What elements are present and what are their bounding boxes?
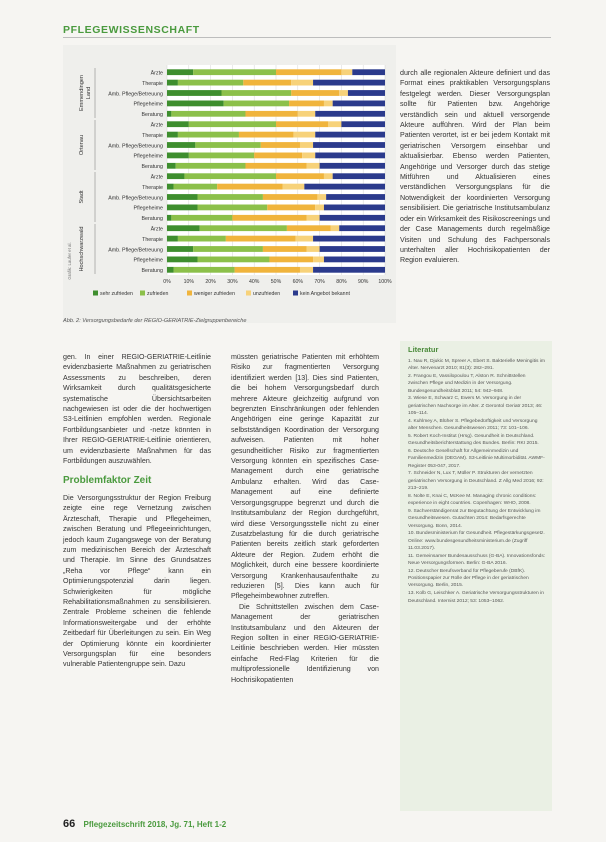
bar-segment — [352, 69, 385, 75]
literature-item: 2. Frangou E, Vassilopoulou T, Alston R. Schnittstellen zwischen Pflege und Medizin in der Versorgung. Bundesgesundheitsblatt 2011; 54: 942–948. — [408, 374, 526, 394]
section-heading: Problemfaktor Zeit — [63, 475, 152, 487]
bar-segment — [267, 205, 315, 211]
group-label: Stadt — [79, 190, 85, 204]
literature-item: 6. Deutsche Gesellschaft für Allgemeinmedizin und Familienmedizin (DEGAM). S3-Leitlinie Multimorbidität. AWMF-Register 053-047, 2017. — [408, 449, 545, 469]
bar-segment — [193, 246, 263, 252]
bar-segment — [198, 205, 268, 211]
source-label: Grafik: Laufer et al. — [67, 242, 72, 280]
x-tick-label: 80% — [336, 279, 347, 285]
bar-segment — [174, 267, 235, 273]
literature-item: 5. Robert Koch-Institut (Hrsg). Gesundheit in Deutschland. Gesundheitsberichterstattung des Bundes. Berlin: RKI 2015. — [408, 433, 539, 447]
bar-segment — [300, 142, 313, 148]
bar-segment — [313, 257, 324, 263]
bar-segment — [167, 163, 176, 169]
bar-segment — [167, 101, 224, 107]
bar-segment — [302, 153, 315, 159]
category-label: Pflegeheime — [133, 257, 163, 264]
category-label: Pflegeheime — [133, 205, 163, 212]
x-tick-label: 10% — [183, 279, 194, 285]
bar-segment — [189, 121, 276, 127]
bar-segment — [313, 80, 385, 86]
section-title: PFLEGEWISSENSCHAFT — [63, 24, 200, 36]
x-tick-label: 30% — [227, 279, 238, 285]
bar-segment — [167, 132, 178, 138]
bar-segment — [217, 184, 282, 190]
bar-segment — [341, 121, 385, 127]
bar-segment — [320, 246, 385, 252]
literature-item: 3. Wiese E, Schwarz C, Ewers M. Versorgung in der geriatrischen Nachsorge im Alter. Z Gerontol Geriatr 2013; 46: 105–114. — [408, 396, 543, 417]
category-label: Amb. Pflege/Betreuung — [108, 143, 163, 150]
bar-segment — [296, 236, 313, 242]
bar-segment — [167, 142, 195, 148]
bar-segment — [276, 173, 324, 179]
literature-item: 12. Deutscher Berufsverband für Pflegeberufe (DBfK). Positionspapier zur Rolle der Pflege in der geriatrischen Versorgung. Berlin, 2015. — [408, 568, 529, 589]
category-label: Therapie — [142, 236, 163, 243]
category-label: Beratung — [141, 216, 163, 223]
bar-segment — [176, 163, 246, 169]
stacked-bar-chart — [63, 45, 396, 323]
bar-segment — [317, 194, 326, 200]
category-label: Pflegeheime — [133, 101, 163, 108]
literature-item: 8. Nolte E, Knai C, McKee M. Managing chronic conditions: experience in eight countries. Copenhagen: WHO, 2008. — [408, 493, 537, 507]
bar-segment — [300, 267, 313, 273]
bar-segment — [276, 121, 328, 127]
bar-segment — [333, 101, 385, 107]
group-label: Emmendingen — [79, 74, 85, 112]
column-a — [63, 352, 211, 670]
bar-segment — [167, 69, 193, 75]
category-label: Beratung — [141, 164, 163, 171]
bar-segment — [167, 184, 174, 190]
x-tick-label: 40% — [249, 279, 260, 285]
x-tick-label: 50% — [270, 279, 282, 285]
bar-segment — [245, 163, 306, 169]
category-label: Pflegeheime — [133, 153, 163, 160]
bar-segment — [324, 257, 385, 263]
bar-segment — [324, 205, 385, 211]
literature-item: 13. Kolb G, Leischker A. Geriatrische Versorgungsstrukturen in Deutschland. Internist 2012; 53: 1053–1062. — [408, 591, 544, 604]
x-tick-label: 20% — [205, 279, 216, 285]
bar-segment — [167, 205, 198, 211]
bar-segment — [348, 90, 385, 96]
legend-swatch — [187, 291, 192, 296]
bar-segment — [339, 90, 348, 96]
bar-segment — [291, 80, 313, 86]
x-tick-label: 90% — [358, 279, 369, 285]
category-label: Ärzte — [150, 174, 163, 181]
bar-segment — [320, 163, 385, 169]
bar-segment — [198, 257, 270, 263]
bar-segment — [324, 101, 333, 107]
bar-segment — [307, 246, 320, 252]
bar-segment — [235, 267, 300, 273]
bar-segment — [328, 121, 341, 127]
bar-segment — [307, 163, 320, 169]
bar-segment — [313, 236, 385, 242]
literature-item: 10. Bundesministerium für Gesundheit. Pflegestärkungsgesetz. Online: www.bundesgesundheitsministerium.de (Zugriff 11.03.2017). — [408, 531, 545, 551]
figure-caption: Abb. 2: Versorgungsbedarfe der REGIO-GERIATRIE-Zielgruppenbereiche — [63, 318, 247, 324]
legend-swatch — [293, 291, 298, 296]
x-tick-label: 60% — [292, 279, 303, 285]
bar-segment — [324, 173, 333, 179]
right-column-text — [400, 68, 550, 266]
category-label: Amb. Pflege/Betreuung — [108, 195, 163, 202]
legend-swatch — [93, 291, 98, 296]
bar-segment — [313, 267, 385, 273]
category-label: Amb. Pflege/Betreuung — [108, 247, 163, 254]
bar-segment — [331, 225, 340, 231]
bar-segment — [167, 194, 198, 200]
category-label: Ärzte — [150, 70, 163, 77]
bar-segment — [189, 153, 254, 159]
legend-swatch — [140, 291, 145, 296]
bar-segment — [263, 194, 318, 200]
category-label: Therapie — [142, 184, 163, 191]
literature-list — [400, 358, 552, 605]
bar-segment — [167, 236, 178, 242]
literature-item: 1. Nau R, Djukic M, Spreer A, Ebert S. Bakterielle Meningitis im Alter. Nervenarzt 2010; 81(3): 282–291. — [408, 359, 545, 372]
bar-segment — [243, 80, 291, 86]
bar-segment — [283, 184, 305, 190]
bar-segment — [167, 257, 198, 263]
bar-segment — [195, 142, 260, 148]
bar-segment — [178, 80, 243, 86]
bar-segment — [315, 205, 324, 211]
bar-segment — [313, 142, 385, 148]
bar-segment — [198, 194, 263, 200]
group-label: Ortenau — [79, 134, 85, 156]
literature-item: 7. Schneider N, Lux T, Müller P. Strukturen der vernetzten geriatrischen Versorgung in Deutschland. Z Allg Med 2016; 92: 213–219. — [408, 471, 544, 492]
literature-item: 9. Sachverständigenrat zur Begutachtung der Entwicklung im Gesundheitswesen. Gutachten 2014: Bedarfsgerechte Versorgung. Bonn, 2014. — [408, 508, 541, 529]
bar-segment — [315, 111, 385, 117]
bar-segment — [304, 184, 385, 190]
bar-segment — [171, 111, 245, 117]
column-a-paragraph-1: gen. In einer REGIO-GERIATRIE-Leitlinie evidenzbasierte Maßnahmen zu geriatrischen Assessments zu beschreiben, deren Wirksamkeit durch qualitätsgesicherte systematische Übersichtsarbeiten nachgewiesen ist oder die der hochwertigen S3-Leitlinien empfohlen werden. Regionale Fortbildungsanbieter und -netze könnten in Ihrer REGIO-GERIATRIE-Leitlinie orientieren, um evidenzbasierte Maßnahmen für das Fortbildungen auszuwählen. — [63, 353, 211, 466]
bar-segment — [291, 90, 339, 96]
bar-segment — [167, 90, 222, 96]
bar-segment — [167, 173, 184, 179]
bar-segment — [276, 69, 341, 75]
bar-segment — [245, 111, 297, 117]
journal-citation: Pflegezeitschrift 2018, Jg. 71, Heft 1-2 — [83, 820, 227, 829]
bar-segment — [341, 69, 352, 75]
legend-swatch — [246, 291, 251, 296]
bar-segment — [167, 215, 171, 221]
page-number: 66 — [63, 818, 76, 830]
bar-segment — [167, 121, 189, 127]
header-divider — [63, 37, 551, 38]
bar-segment — [333, 173, 385, 179]
figure-chart — [63, 45, 396, 323]
literature-title: Literatur — [408, 345, 439, 354]
bar-segment — [193, 69, 276, 75]
page-header — [63, 20, 551, 36]
bar-segment — [261, 142, 300, 148]
column-b — [231, 352, 379, 685]
category-label: Therapie — [142, 132, 163, 139]
page-footer — [63, 818, 226, 830]
bar-segment — [232, 215, 306, 221]
bar-segment — [239, 132, 294, 138]
bar-segment — [307, 215, 320, 221]
column-b-paragraph-1: müssten geriatrische Patienten mit erhöhtem Risiko zur fragmentierten Versorgung identifiziert werden [13]. Dies sind Patienten, die bei hohem Versorgungsbedarf durch mehrere Akteure gleichzeitig aufgrund von begrenzten Einschränkungen oder fehlenden Angehörigen eine geringe Kapazität zur selbstständigen Koordination der Versorgung aufweisen. Patienten mit hoher gesundheitlicher Risiko zur fragmentierten Versorgung könnten ein spezifisches Case-Management durch eine geriatrische Ambulanz erhalten. Wird das Case-Management auf eine definierte Versorgungsgruppe begrenzt und durch die Institutsambulanz der Region durchgeführt, wird diese Versorgungsstelle nicht zu einer Zusatzbelastung für die durch geriatrische Patienten bereits zeitlich stark geforderten Akteure der Region. Zudem erhöht die Möglichkeit, durch eine bessere koordinierte Versorgung Krankenhausaufenthalte zu reduzieren [5]. Dies kann auch für Pflegeheimbewohner zutreffen. — [231, 353, 379, 601]
legend-label: sehr zufrieden — [100, 291, 133, 297]
bar-segment — [167, 80, 178, 86]
category-label: Beratung — [141, 268, 163, 275]
x-tick-label: 70% — [314, 279, 325, 285]
bar-segment — [320, 215, 385, 221]
bar-segment — [287, 225, 331, 231]
bar-segment — [200, 225, 287, 231]
literature-box — [400, 341, 552, 811]
legend-label: unzufrieden — [253, 291, 281, 297]
bar-segment — [167, 111, 171, 117]
bar-segment — [178, 132, 239, 138]
bar-segment — [298, 111, 315, 117]
bar-segment — [326, 194, 385, 200]
bar-segment — [269, 257, 313, 263]
bar-segment — [171, 215, 232, 221]
legend-label: kein Angebot bekannt — [300, 291, 350, 297]
bar-segment — [222, 90, 292, 96]
bar-segment — [315, 132, 385, 138]
category-label: Beratung — [141, 112, 163, 119]
bar-segment — [167, 246, 193, 252]
category-label: Therapie — [142, 80, 163, 87]
bar-segment — [289, 101, 324, 107]
x-tick-label: 100% — [378, 279, 392, 285]
group-label: Hochschwarzwald — [79, 226, 85, 272]
bar-segment — [226, 236, 296, 242]
bar-segment — [184, 173, 276, 179]
bar-segment — [293, 132, 315, 138]
x-tick-label: 0% — [163, 279, 171, 285]
legend-label: weniger zufrieden — [194, 291, 235, 297]
group-label-2: Land — [86, 86, 92, 100]
column-a-paragraph-2: Die Versorgungsstruktur der Region Freiburg zeigte eine rege Vernetzung zwischen Ärzteschaft, Therapie und Pflegeheimen, zwischen Beratung und Pflegeeinrichtungen, jedoch kaum Zugangswege von der Beratung zum medizinischen Bereich der Ärzteschaft und Therapie. Im Sinne des Grundsatzes „Reha vor Pflege“ kann ein Optimierungspotenzial darin liegen. Schwierigkeiten für mögliche Rehabilitationsmaßnahmen zu sensibilisieren. Zentrale Probleme scheinen die fehlende Informationsweitergabe und der erhöhte Zeitbedarf für Überleitungen zu sein. Ein Weg der Optimierung könnte ein koordinierter Versorgungsplan für eine besonders vulnerable Patientengruppe sein. Dazu — [63, 493, 211, 669]
bar-segment — [174, 184, 218, 190]
right-column-paragraph: durch alle regionalen Akteure definiert und das Format eines praktikablen Versorgungsplans festgelegt werden. Dieser Versorgungsplan sollte für Patienten bzw. Angehörige verständlich sein und aktuell versorgende Akteure aufführen. Wird der Plan beim Patienten verortet, ist er bei jedem Kontakt mit geriatrischen Versorgern einsehbar und aktualisierbar. Ebenso werden Patienten, Angehörige und Versorger durch das stetige Mitführen und Aktualisieren eines verständlichen Versorgungsplans für die Notwendigkeit der koordinierten Versorgung sensibilisiert. Die geriatrische Institutsambulanz oder ein Wirksamkeit des Risikoscreenings und der Case Managements durch regelmäßige Visiten und Schulung des Fachpersonals unterhalten aller Hochrisikopatienten der Region evaluieren. — [400, 69, 550, 265]
category-label: Ärzte — [150, 226, 163, 233]
bar-segment — [263, 246, 307, 252]
bar-segment — [167, 153, 189, 159]
bar-segment — [178, 236, 226, 242]
literature-item: 11. Gemeinsamer Bundesausschuss (G-BA). Innovationsfonds: Neue Versorgungsformen. Berlin: G-BA 2016. — [408, 553, 546, 567]
category-label: Ärzte — [150, 122, 163, 129]
category-label: Amb. Pflege/Betreuung — [108, 91, 163, 98]
literature-item: 4. Kuhlmey A, Blüher S. Pflegebedürftigkeit und Versorgung alter Menschen. Gesundheitswesen 2011; 73: 101–106. — [408, 418, 538, 432]
bar-segment — [339, 225, 385, 231]
bar-segment — [167, 225, 200, 231]
bar-segment — [224, 101, 289, 107]
bar-segment — [315, 153, 385, 159]
bar-segment — [167, 267, 174, 273]
column-b-paragraph-2: Die Schnittstellen zwischen dem Case-Management der geriatrischen Institutsambulanz und den Akteuren der Region sollten in einer REGIO-GERIATRIE-Leitlinie beschrieben werden. Hier müssten einfache Red-Flag Kriterien für die multiprofessionelle Identifizierung von Hochrisikopatienten — [231, 602, 379, 684]
legend-label: zufrieden — [147, 291, 169, 297]
bar-segment — [254, 153, 302, 159]
